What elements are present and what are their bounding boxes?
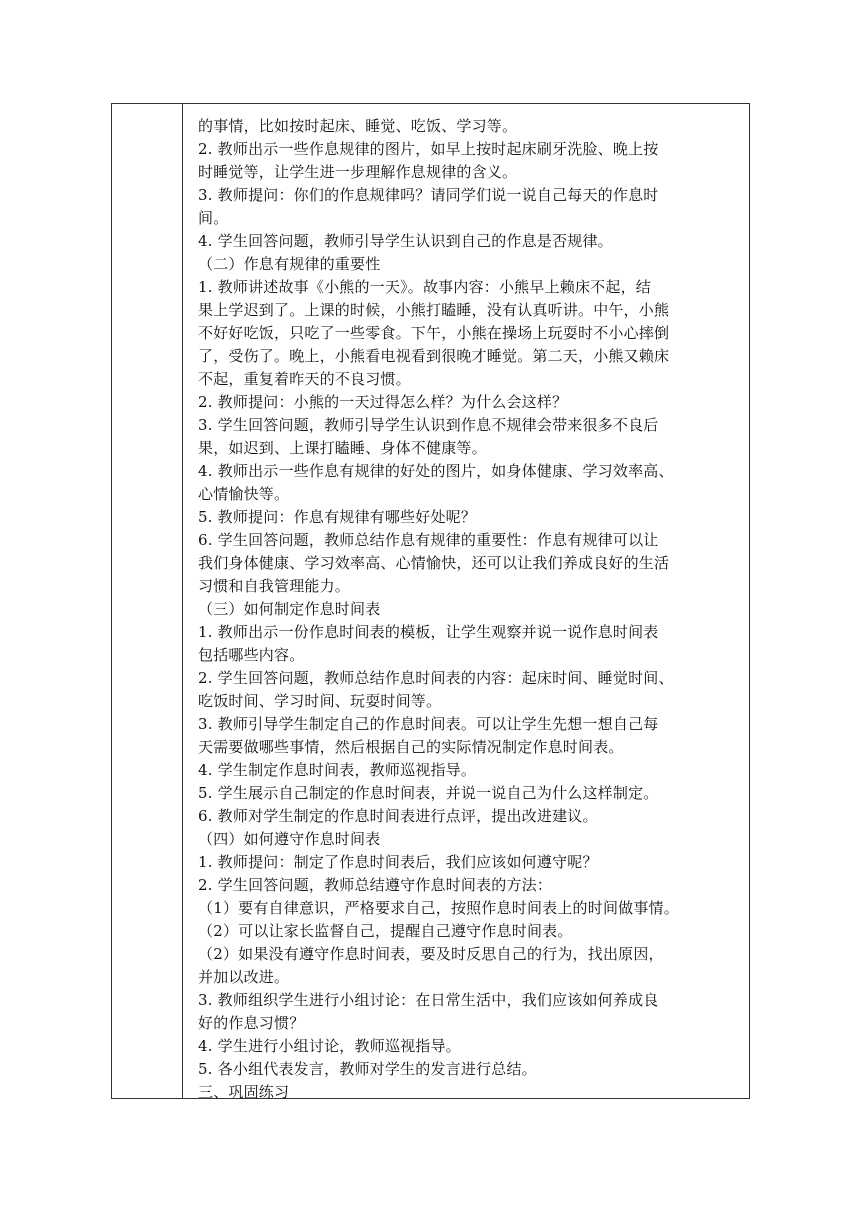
- text-line: 1. 教师出示一份作息时间表的模板，让学生观察并说一说作息时间表: [198, 623, 659, 641]
- text-line: 3. 教师组织学生进行小组讨论：在日常生活中，我们应该如何养成良: [198, 991, 659, 1009]
- text-line: 不起，重复着昨天的不良习惯。: [198, 370, 411, 388]
- text-line: 2. 教师提问：小熊的一天过得怎么样？为什么会这样？: [198, 393, 568, 411]
- text-line: 5. 学生展示自己制定的作息时间表，并说一说自己为什么这样制定。: [198, 784, 659, 802]
- text-line: 5. 教师提问：作息有规律有哪些好处呢？: [198, 508, 477, 526]
- text-line: 我们身体健康、学习效率高、心情愉快，还可以让我们养成良好的生活: [198, 554, 670, 572]
- text-line: 3. 教师提问：你们的作息规律吗？请同学们说一说自己每天的作息时: [198, 186, 659, 204]
- text-line: 2. 学生回答问题，教师总结遵守作息时间表的方法：: [198, 876, 553, 894]
- text-line: 时睡觉等，让学生进一步理解作息规律的含义。: [198, 163, 518, 181]
- text-line: 2. 学生回答问题，教师总结作息时间表的内容：起床时间、睡觉时间、: [198, 669, 674, 687]
- text-line: 果，如迟到、上课打瞌睡、身体不健康等。: [198, 439, 487, 457]
- section-heading: 三、巩固练习: [198, 1083, 290, 1101]
- text-line: 的事情，比如按时起床、睡觉、吃饭、学习等。: [198, 117, 518, 135]
- text-line: 4. 学生回答问题，教师引导学生认识到自己的作息是否规律。: [198, 232, 613, 250]
- text-line: 1. 教师提问：制定了作息时间表后，我们应该如何遵守呢？: [198, 853, 598, 871]
- text-line: （2）如果没有遵守作息时间表，要及时反思自己的行为，找出原因，: [198, 945, 664, 963]
- text-line: 4. 教师出示一些作息有规律的好处的图片，如身体健康、学习效率高、: [198, 462, 674, 480]
- text-line: 习惯和自我管理能力。: [198, 577, 351, 595]
- text-line: （2）可以让家长监督自己，提醒自己遵守作息时间表。: [198, 922, 573, 940]
- text-line: 6. 学生回答问题，教师总结作息有规律的重要性：作息有规律可以让: [198, 531, 659, 549]
- text-line: 包括哪些内容。: [198, 646, 305, 664]
- text-line: （1）要有自律意识，严格要求自己，按照作息时间表上的时间做事情。: [198, 899, 679, 917]
- text-line: 4. 学生制定作息时间表，教师巡视指导。: [198, 761, 477, 779]
- table-content-cell: [198, 115, 738, 1104]
- text-line: 间。: [198, 209, 229, 227]
- text-line: 吃饭时间、学习时间、玩耍时间等。: [198, 692, 442, 710]
- section-heading: （三）如何制定作息时间表: [198, 600, 381, 618]
- section-heading: （四）如何遵守作息时间表: [198, 830, 381, 848]
- text-line: 2. 教师出示一些作息规律的图片，如早上按时起床刷牙洗脸、晚上按: [198, 140, 659, 158]
- text-line: 了，受伤了。晚上，小熊看电视看到很晚才睡觉。第二天，小熊又赖床: [198, 347, 670, 365]
- text-line: 6. 教师对学生制定的作息时间表进行点评，提出改进建议。: [198, 807, 598, 825]
- text-line: 3. 学生回答问题，教师引导学生认识到作息不规律会带来很多不良后: [198, 416, 659, 434]
- text-line: 果上学迟到了。上课的时候，小熊打瞌睡，没有认真听讲。中午，小熊: [198, 301, 670, 319]
- text-line: 并加以改进。: [198, 968, 290, 986]
- text-line: 4. 学生进行小组讨论，教师巡视指导。: [198, 1037, 461, 1055]
- section-heading: （二）作息有规律的重要性: [198, 255, 381, 273]
- column-divider: [182, 104, 183, 1098]
- text-line: 5. 各小组代表发言，教师对学生的发言进行总结。: [198, 1060, 537, 1078]
- text-line: 天需要做哪些事情，然后根据自己的实际情况制定作息时间表。: [198, 738, 624, 756]
- text-line: 1. 教师讲述故事《小熊的一天》。故事内容：小熊早上赖床不起，结: [198, 278, 651, 296]
- lesson-plan-table: [111, 103, 750, 1099]
- text-line: 心情愉快等。: [198, 485, 290, 503]
- text-line: 3. 教师引导学生制定自己的作息时间表。可以让学生先想一想自己每: [198, 715, 659, 733]
- text-line: 好的作息习惯？: [198, 1014, 305, 1032]
- text-line: 不好好吃饭，只吃了一些零食。下午，小熊在操场上玩耍时不小心摔倒: [198, 324, 670, 342]
